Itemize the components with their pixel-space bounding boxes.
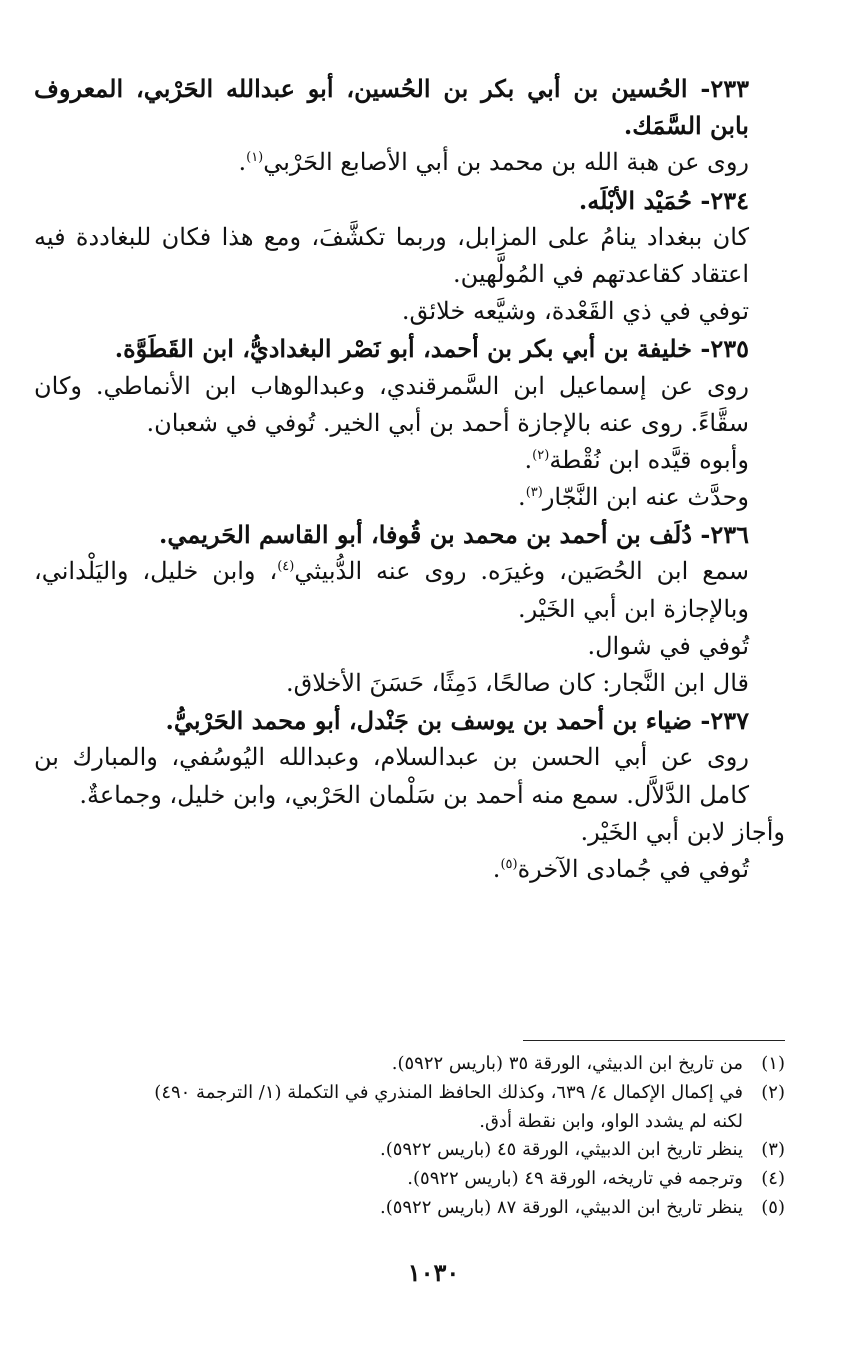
footnote-line: وترجمه في تاريخه، الورقة ٤٩ (باريس ٥٩٢٢). — [407, 1168, 743, 1190]
footnote — [34, 1165, 785, 1194]
entry-text-after: . — [518, 483, 526, 512]
entry-text: كان ببغداد ينامُ على المزابل، وربما تكشَّفَ، ومع هذا فكان للبغاددة فيه اعتقاد كقاعدتهم في المُولَّهين. — [34, 222, 750, 288]
entry-text: قال ابن النَّجار: كان صالحًا، دَمِثًا، حَسَنَ الأخلاق. — [286, 669, 749, 697]
footnote-number: (٣) — [761, 1139, 785, 1161]
footnote-line: ينظر تاريخ ابن الدبيثي، الورقة ٤٥ (باريس ٥٩٢٢). — [379, 1139, 743, 1161]
footnote-text — [34, 1136, 743, 1165]
entry-heading — [34, 702, 785, 739]
page-number: ١٠٣٠ — [407, 1258, 460, 1287]
footnote — [34, 1194, 785, 1223]
entry-text: وأجاز لابن أبي الخَيْر. — [580, 817, 785, 846]
footnote-text — [34, 1050, 743, 1079]
footnote-text — [34, 1165, 743, 1194]
entry-paragraph — [34, 628, 785, 665]
entry-text: سمع ابن الحُصَين، وغيرَه. روى عنه الدُّبيثي — [294, 557, 749, 586]
entry-heading — [34, 182, 785, 219]
entry-paragraph — [34, 851, 785, 888]
main-text — [34, 70, 785, 888]
entry-paragraph — [34, 553, 785, 627]
entry-text: روى عن أبي الحسن بن عبدالسلام، وعبدالله اليُوسُفي، والمبارك بن كامل الدَّلاَّل. سمع منه أحمد بن سَلْمان الحَرْبي، وابن خليل، وجماعةٌ. — [34, 743, 749, 809]
entry-paragraph — [34, 442, 785, 479]
footnote-text — [34, 1079, 743, 1137]
entry-paragraph — [34, 144, 785, 181]
entry-heading — [34, 516, 785, 553]
entry-text: وحدَّث عنه ابن النَّجّار — [542, 483, 749, 512]
entry-paragraph — [34, 739, 785, 813]
entry-text: ٢٣٣- الحُسين بن أبي بكر بن الحُسين، أبو عبدالله الحَرْبي، المعروف بابن السَّمَك. — [34, 74, 749, 141]
entry-paragraph — [34, 368, 785, 442]
footnote-marker[interactable]: (٤) — [277, 559, 295, 575]
footnote-line: من تاريخ ابن الدبيثي، الورقة ٣٥ (باريس ٥٩٢٢). — [391, 1053, 743, 1074]
footnotes — [34, 1050, 785, 1223]
entry-heading — [34, 70, 785, 144]
entry-text-after: . — [238, 148, 247, 177]
footnote-number: (١) — [761, 1053, 785, 1074]
footnote-number: (٤) — [761, 1168, 785, 1190]
entry-heading — [34, 330, 785, 367]
entry-text: تُوفي في جُمادى الآخرة — [517, 854, 749, 883]
entry-text: روى عن إسماعيل ابن السَّمرقندي، وعبدالوهاب ابن الأنماطي. وكان سقَّاءً. روى عنه بالإجازة أحمد بن أبي الخير. تُوفي في شعبان. — [34, 371, 749, 437]
entry-text: ٢٣٤- حُمَيْد الأبْلَه. — [578, 185, 749, 215]
footnote-marker[interactable]: (٥) — [500, 856, 518, 872]
entry-text-after: ، وابن خليل، واليَلْداني، وبالإجازة ابن أبي الخَيْر. — [34, 557, 749, 623]
entry-text: ٢٣٧- ضياء بن أحمد بن يوسف بن جَنْدل، أبو محمد الحَرْبيُّ. — [165, 706, 749, 736]
entry-text: ٢٣٦- دُلَف بن أحمد بن محمد بن قُوفا، أبو القاسم الحَريمي. — [159, 520, 749, 550]
footnote-line: ينظر تاريخ ابن الدبيثي، الورقة ٨٧ (باريس ٥٩٢٢). — [379, 1196, 743, 1218]
entry-text: روى عن هبة الله بن محمد بن أبي الأصابع الحَرْبي — [263, 148, 749, 177]
footnote — [34, 1050, 785, 1079]
footnote-divider — [523, 1040, 785, 1041]
entry-paragraph — [34, 665, 785, 702]
entry-text: توفي في ذي القَعْدة، وشيَّعه خلائق. — [401, 297, 749, 326]
entry-paragraph — [34, 814, 785, 851]
footnote-marker[interactable]: (٣) — [525, 485, 543, 501]
entry-text-after: . — [492, 854, 501, 883]
footnote — [34, 1079, 785, 1137]
entry-paragraph — [34, 219, 785, 293]
entry-text: تُوفي في شوال. — [587, 631, 749, 660]
footnote — [34, 1136, 785, 1165]
footnote-marker[interactable]: (٢) — [532, 447, 550, 463]
entry-text-after: . — [524, 445, 533, 474]
footnote-number: (٥) — [761, 1196, 785, 1218]
entry-text: ٢٣٥- خليفة بن أبي بكر بن أحمد، أبو نَصْر البغداديُّ، ابن القَطَوَّة. — [114, 334, 749, 364]
footnote-text — [34, 1194, 743, 1223]
entry-text: وأبوه قيَّده ابن نُقْطة — [549, 445, 749, 474]
entry-paragraph — [34, 293, 785, 330]
entry-paragraph — [34, 479, 785, 516]
footnote-number: (٢) — [761, 1081, 785, 1103]
footnote-marker[interactable]: (١) — [246, 150, 264, 166]
footnote-line: لكنه لم يشدد الواو، وابن نقطة أدق. — [479, 1110, 743, 1132]
footnote-line: في إكمال الإكمال ٤/ ٦٣٩، وكذلك الحافظ المنذري في التكملة (١/ الترجمة ٤٩٠) — [154, 1081, 743, 1103]
